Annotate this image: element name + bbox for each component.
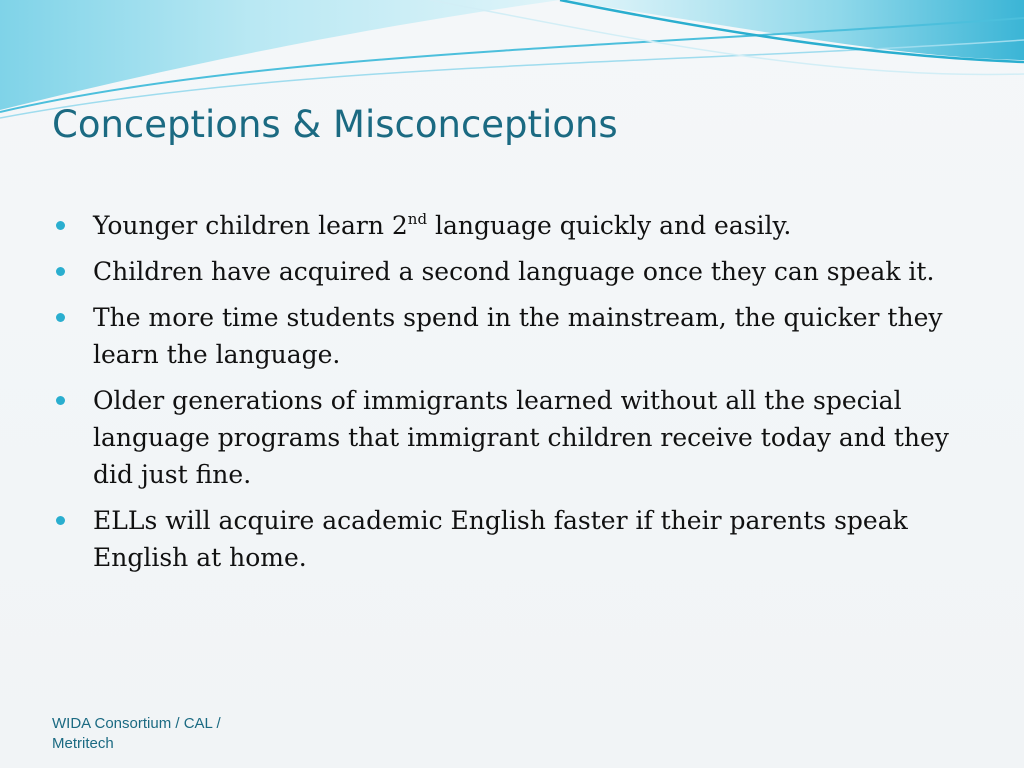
bullet-text-part: Younger children learn 2 [93, 211, 408, 240]
bullet-text-part: language quickly and easily. [427, 211, 792, 240]
bullet-text [93, 211, 791, 240]
bullet-item [56, 299, 976, 373]
bullet-text: ELLs will acquire academic English faster if their parents speak English at home. [93, 506, 908, 572]
wave-band-right [560, 0, 1024, 60]
bullet-text: Children have acquired a second language once they can speak it. [93, 257, 935, 286]
bullet-dot-icon [56, 313, 65, 322]
bullet-dot-icon [56, 221, 65, 230]
bullet-item [56, 207, 976, 244]
bullet-dot-icon [56, 267, 65, 276]
bullet-text: Older generations of immigrants learned without all the special language programs that immigrant children receive today and they did just fine. [93, 386, 949, 489]
ordinal-superscript: nd [407, 210, 428, 228]
bullet-dot-icon [56, 396, 65, 405]
bullet-item [56, 382, 976, 493]
bullet-text: The more time students spend in the mainstream, the quicker they learn the language. [93, 303, 943, 369]
bullet-list [56, 207, 976, 585]
footer-credit: WIDA Consortium / CAL / Metritech [52, 715, 221, 752]
slide-title: Conceptions & Misconceptions [52, 103, 618, 146]
bullet-item [56, 502, 976, 576]
wave-band-top-left [0, 0, 560, 110]
bullet-dot-icon [56, 516, 65, 525]
bullet-item [56, 253, 976, 290]
